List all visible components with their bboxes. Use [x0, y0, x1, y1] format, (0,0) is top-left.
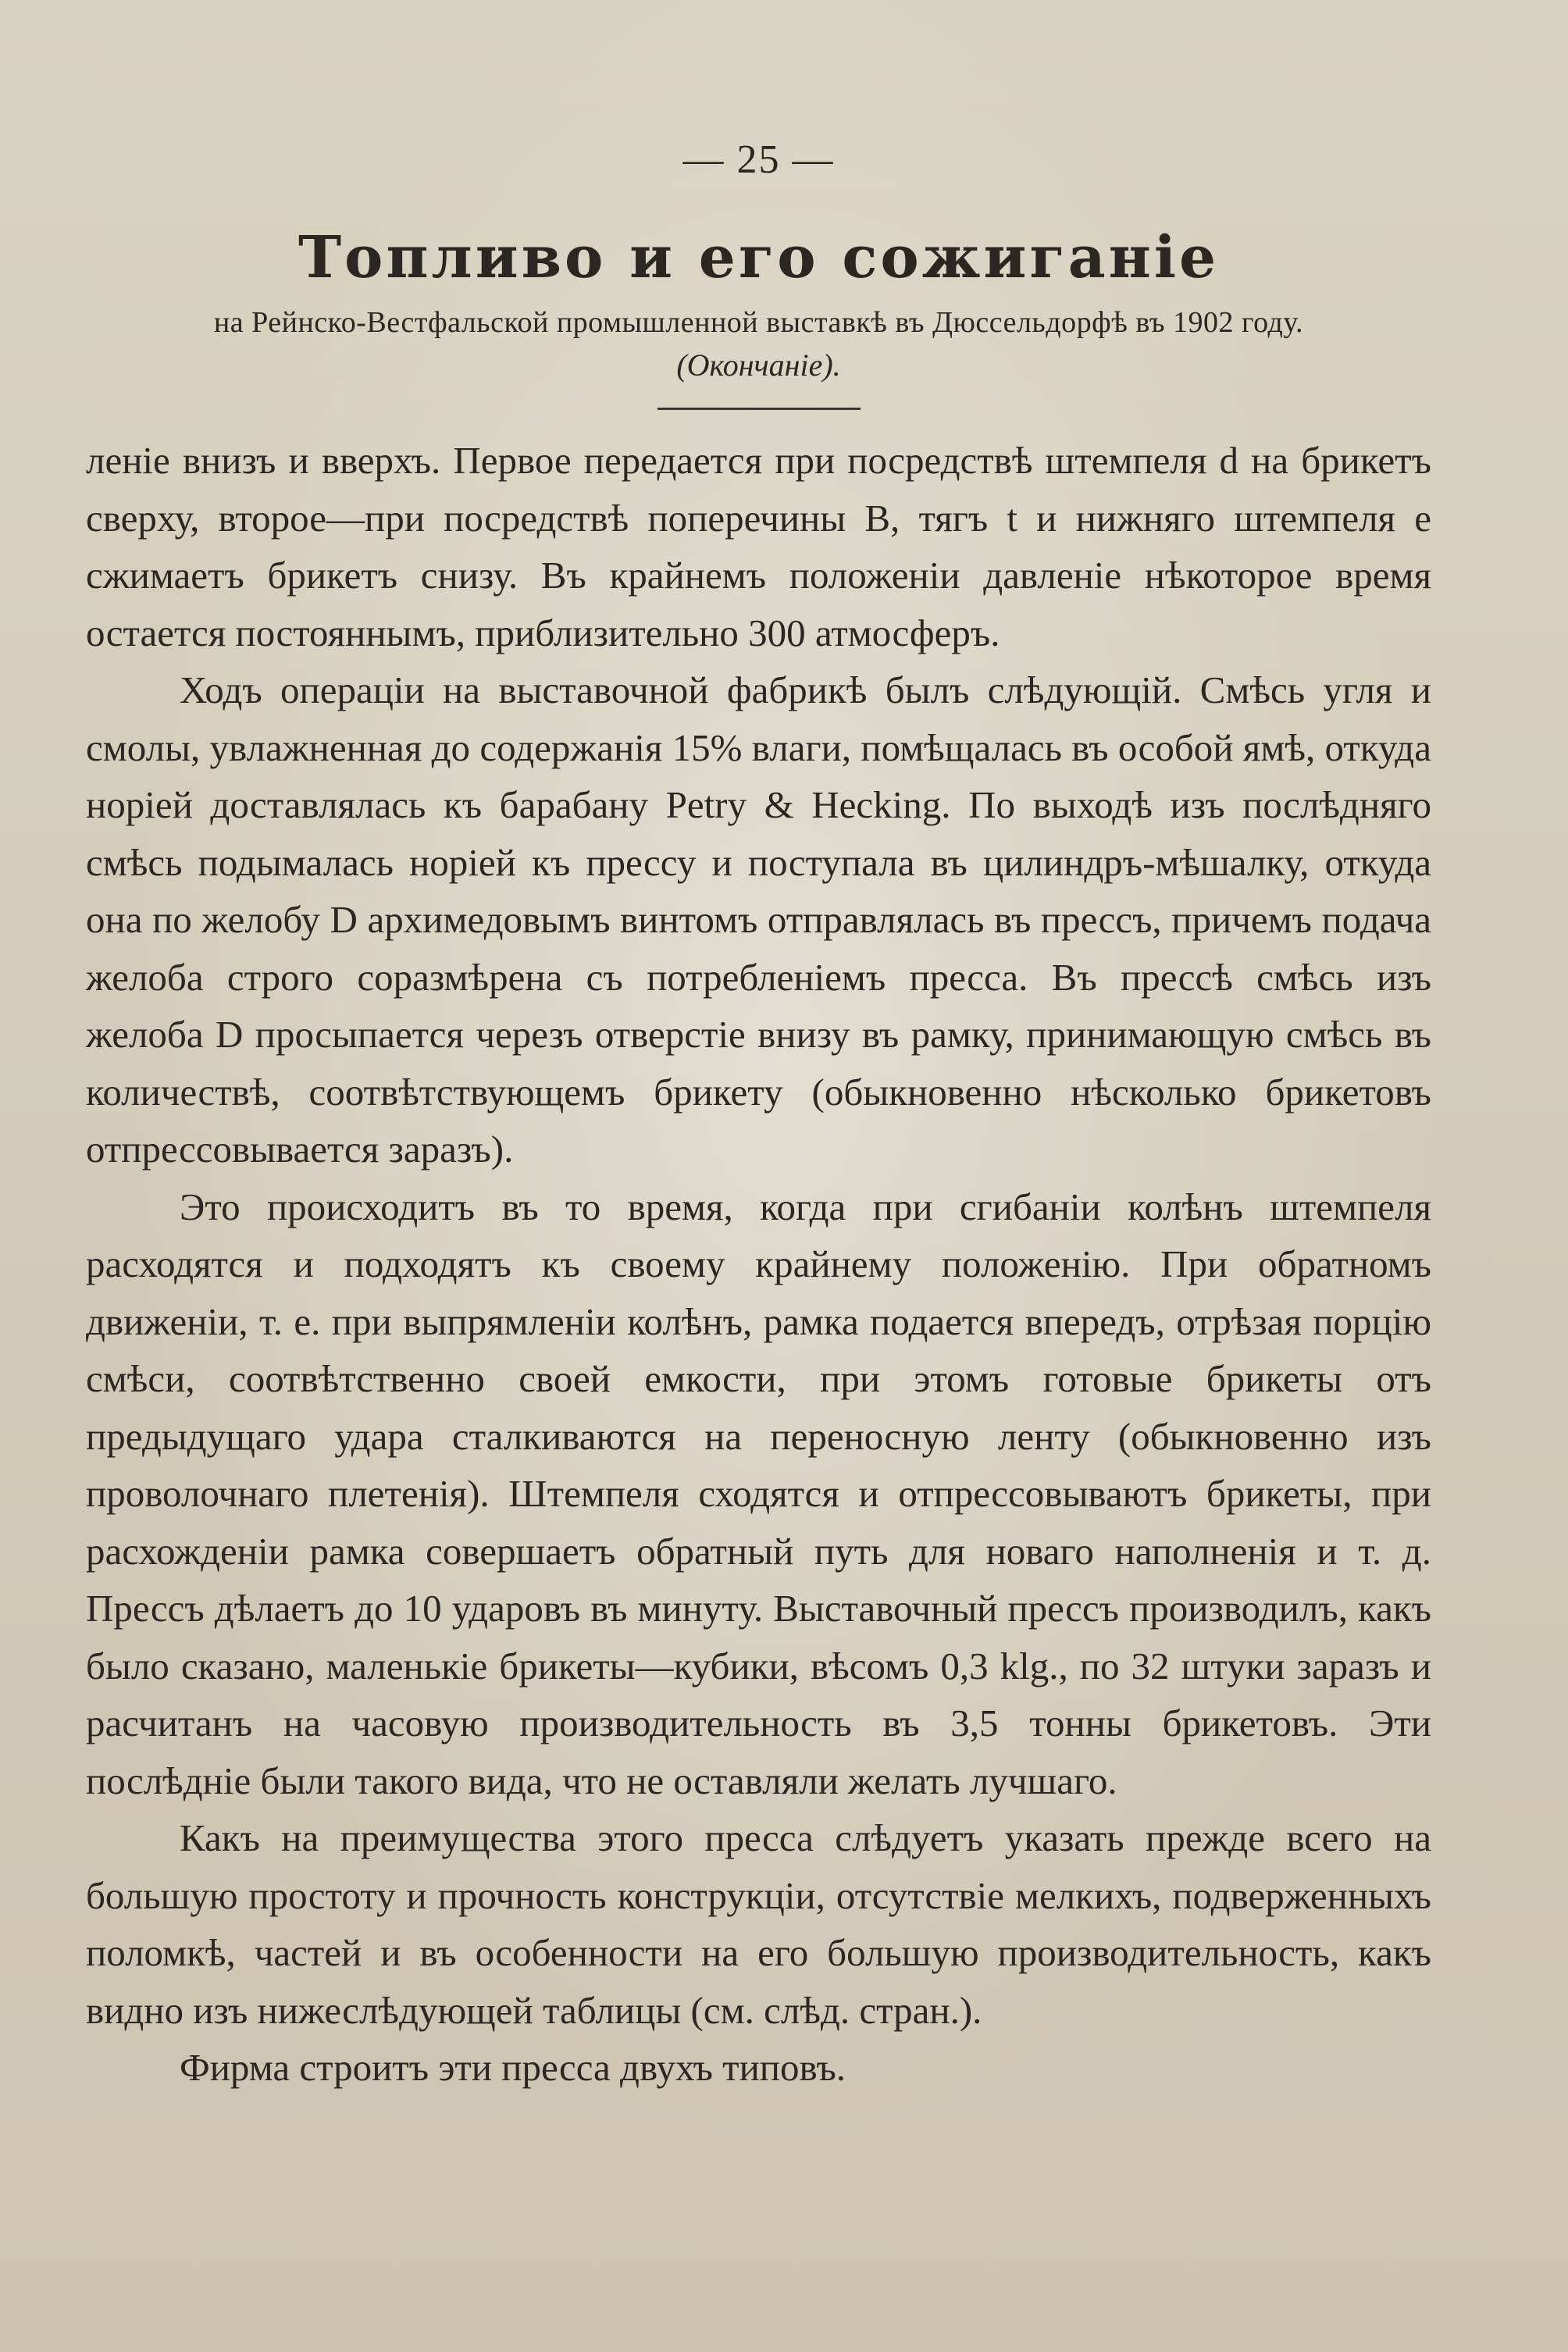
article-subtitle: на Рейнско-Вестфальской промышленной выставкѣ въ Дюссельдорфѣ въ 1902 году. — [213, 306, 1304, 339]
paragraph-4: Какъ на преимущества этого пресса слѣдуетъ указать прежде всего на большую простоту и прочность конструкціи, отсутствіе мелкихъ, подверженныхъ поломкѣ, частей и въ особенности на его большую производительность, какъ видно изъ нижеслѣдующей таблицы (см. слѣд. стран.). — [86, 1816, 1431, 2032]
paragraph-1: леніе внизъ и вверхъ. Первое передается при посредствѣ штемпеля d на брикетъ сверху, второе—при посредствѣ поперечины B, тягъ t и нижняго штемпеля e сжимаетъ брикетъ снизу. Въ крайнемъ положеніи давленіе нѣкоторое время остается постояннымъ, приблизительно 300 атмосферъ. — [86, 439, 1431, 654]
article-body — [86, 432, 1431, 2097]
article-title: Топливо и его сожиганіе — [298, 224, 1220, 291]
continuation-note: (Окончаніе). — [676, 347, 841, 383]
page-number: — 25 — — [682, 137, 835, 182]
paragraph-5: Фирма строитъ эти пресса двухъ типовъ. — [180, 2046, 846, 2089]
title-divider — [657, 408, 861, 410]
paragraph-2: Ходъ операціи на выставочной фабрикѣ былъ слѣдующій. Смѣсь угля и смолы, увлажненная до содержанія 15% влаги, помѣщалась въ особой ямѣ, откуда норіей доставлялась къ барабану Petry & Hecking. По выходѣ изъ послѣдняго смѣсь подымалась норіей къ прессу и поступала въ цилиндръ-мѣшалку, откуда она по желобу D архимедовымъ винтомъ отправлялась въ прессъ, причемъ подача желоба строго соразмѣрена съ потребленіемъ пресса. Въ прессѣ смѣсь изъ желоба D просыпается черезъ отверстіе внизу въ рамку, принимающую смѣсь въ количествѣ, соотвѣтствующемъ брикету (обыкновенно нѣсколько брикетовъ отпрессовывается заразъ). — [86, 668, 1431, 1171]
paragraph-3: Это происходитъ въ то время, когда при сгибаніи колѣнъ штемпеля расходятся и подходятъ къ своему крайнему положенію. При обратномъ движеніи, т. е. при выпрямленіи колѣнъ, рамка подается впередъ, отрѣзая порцію смѣси, соотвѣтственно своей емкости, при этомъ готовые брикеты отъ предыдущаго удара сталкиваются на переносную ленту (обыкновенно изъ проволочнаго плетенія). Штемпеля сходятся и отпрессовываютъ брикеты, при расхожденіи рамка совершаетъ обратный путь для новаго наполненія и т. д. Прессъ дѣлаетъ до 10 ударовъ въ минуту. Выставочный прессъ производилъ, какъ было сказано, маленькіе брикеты—кубики, вѣсомъ 0,3 klg., по 32 штуки заразъ и расчитанъ на часовую производительность въ 3,5 тонны брикетовъ. Эти послѣдніе были такого вида, что не оставляли желать лучшаго. — [86, 1185, 1431, 1802]
